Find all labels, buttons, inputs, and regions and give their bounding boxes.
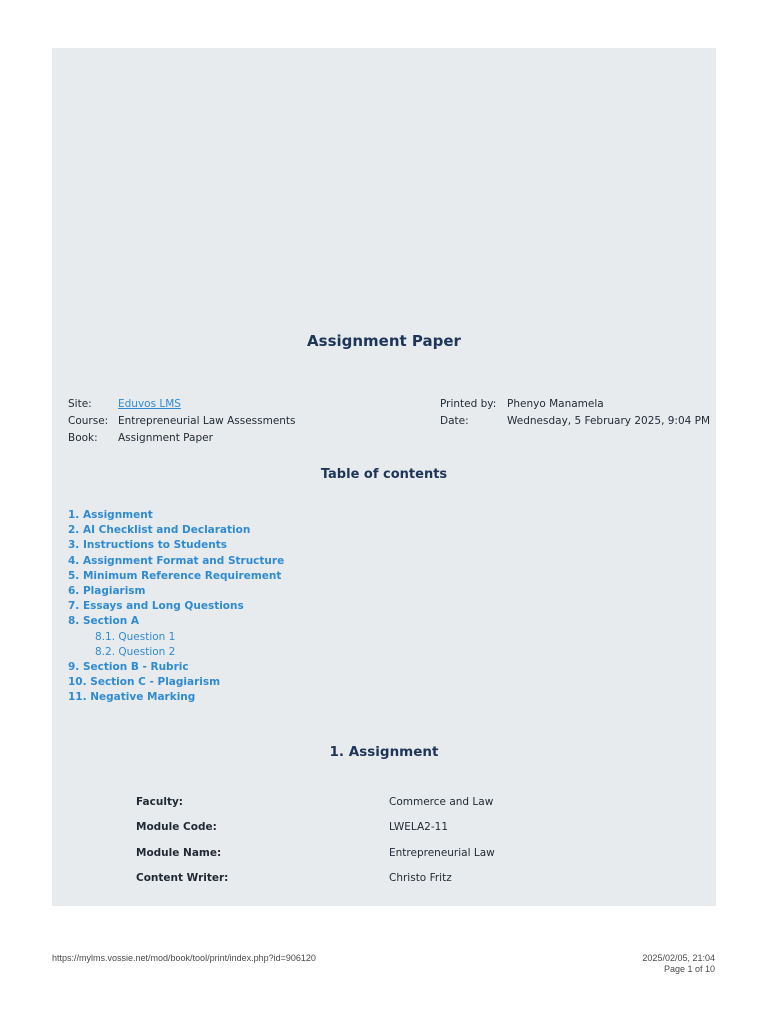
toc-item-section-a[interactable]: 8. Section A bbox=[68, 615, 139, 628]
footer-info bbox=[642, 953, 715, 975]
meta-book-row bbox=[68, 429, 296, 446]
meta-printed-value: Phenyo Manamela bbox=[507, 397, 604, 410]
meta-date-label: Date: bbox=[440, 414, 469, 427]
document-page bbox=[52, 48, 716, 906]
toc-item-plagiarism[interactable]: 6. Plagiarism bbox=[68, 584, 146, 597]
meta-left bbox=[68, 395, 296, 446]
page-title: Assignment Paper bbox=[307, 332, 461, 350]
info-value: Christo Fritz bbox=[389, 872, 452, 885]
info-value: Entrepreneurial Law bbox=[389, 846, 495, 859]
footer-url: https://mylms.vossie.net/mod/book/tool/print/index.php?id=906120 bbox=[52, 953, 316, 963]
meta-date-value: Wednesday, 5 February 2025, 9:04 PM bbox=[507, 414, 711, 427]
meta-book-value: Assignment Paper bbox=[118, 431, 213, 444]
meta-course-label: Course: bbox=[68, 414, 109, 427]
meta-right bbox=[440, 395, 710, 429]
info-row bbox=[136, 789, 696, 815]
meta-course-row bbox=[68, 412, 296, 429]
meta-date-row bbox=[440, 412, 710, 429]
meta-printed-label: Printed by: bbox=[440, 397, 497, 410]
info-value: Commerce and Law bbox=[389, 795, 494, 808]
info-row bbox=[136, 866, 696, 892]
info-label: Faculty: bbox=[136, 795, 184, 808]
info-row bbox=[136, 840, 696, 866]
info-label: Module Code: bbox=[136, 821, 217, 834]
meta-site-label: Site: bbox=[68, 397, 92, 410]
toc-title: Table of contents bbox=[320, 467, 448, 482]
footer-page-number: Page 1 of 10 bbox=[663, 964, 715, 974]
footer-datetime: 2025/02/05, 21:04 bbox=[642, 953, 715, 963]
meta-printed-row bbox=[440, 395, 710, 412]
meta-book-label: Book: bbox=[68, 431, 98, 444]
toc-item-format[interactable]: 4. Assignment Format and Structure bbox=[68, 554, 285, 567]
meta-site-row bbox=[68, 395, 296, 412]
site-link[interactable]: Eduvos LMS bbox=[118, 397, 181, 410]
toc-item-section-b[interactable]: 9. Section B - Rubric bbox=[68, 660, 189, 673]
toc-item-negative-marking[interactable]: 11. Negative Marking bbox=[68, 691, 196, 704]
toc-item-essays[interactable]: 7. Essays and Long Questions bbox=[68, 600, 244, 613]
toc-item-references[interactable]: 5. Minimum Reference Requirement bbox=[68, 569, 282, 582]
toc-item-instructions[interactable]: 3. Instructions to Students bbox=[68, 539, 228, 552]
info-row bbox=[136, 815, 696, 841]
assignment-info-table bbox=[136, 789, 696, 891]
section-title: 1. Assignment bbox=[329, 744, 439, 760]
info-label: Module Name: bbox=[136, 846, 222, 859]
toc-item-section-c[interactable]: 10. Section C - Plagiarism bbox=[68, 676, 221, 689]
toc-item-question-2[interactable]: 8.2. Question 2 bbox=[95, 645, 176, 658]
toc-item-ai-checklist[interactable]: 2. AI Checklist and Declaration bbox=[68, 524, 251, 537]
toc-item-assignment[interactable]: 1. Assignment bbox=[68, 509, 153, 521]
table-of-contents bbox=[68, 508, 284, 705]
info-value: LWELA2-11 bbox=[389, 821, 449, 834]
info-label: Content Writer: bbox=[136, 872, 229, 885]
meta-course-value: Entrepreneurial Law Assessments bbox=[118, 414, 296, 427]
toc-item-question-1[interactable]: 8.1. Question 1 bbox=[95, 630, 176, 643]
